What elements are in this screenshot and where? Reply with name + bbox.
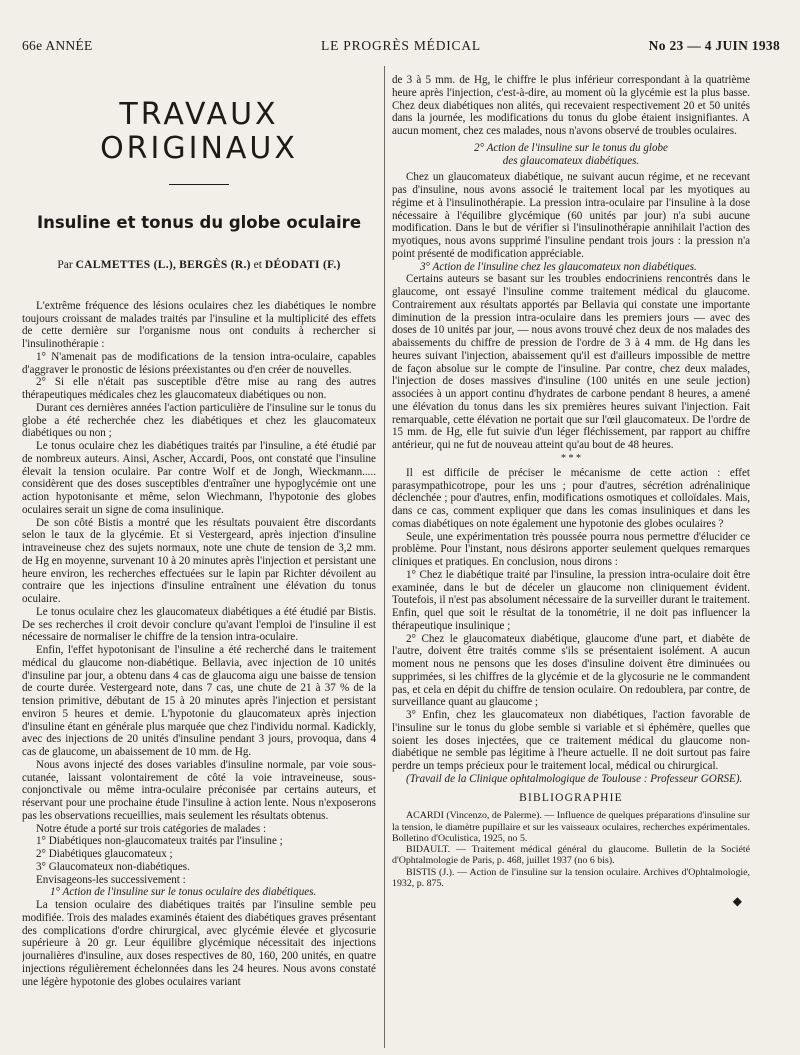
authors-line — [22, 259, 376, 272]
left-column — [22, 74, 376, 1049]
paragraph: de 3 à 5 mm. de Hg, le chiffre le plus inférieur correspondant à la quatrième heure après l'injection, c'est-à-dire, au moment où la glycémie est la plus basse. Chez deux diabétiques non alités, qui recevaient respectivement 20 et 50 unités dans la journée, les modifications du tonus du globe étaient insignifiantes. A aucun moment, chez ces malades, nous n'avons observé de troubles oculaires. — [392, 74, 750, 137]
author-1: CALMETTES (L.), — [75, 259, 177, 271]
bibliography-entry: BISTIS (J.). — Action de l'insuline sur la tension oculaire. Archives d'Ophtalmologie, 1932, p. 875. — [392, 866, 750, 890]
section-title: TRAVAUX ORIGINAUX — [100, 97, 298, 166]
study-intro: Notre étude a porté sur trois catégories de malades : — [36, 822, 267, 835]
study-list-item: 3° Glaucomateux non-diabétiques. — [36, 860, 190, 873]
paragraph: L'extrême fréquence des lésions oculaires chez les diabétiques le nombre toujours croissant de malades traités par l'insuline et la multiplicité des effets de cette dernière sur l'organisme nous ont conduits à rechercher si l'insulinothérapie : — [22, 299, 376, 350]
envisage-line: Envisageons-les successivement : — [36, 873, 186, 886]
authors-par: Par — [57, 259, 73, 271]
paragraph: De son côté Bistis a montré que les résultats pouvaient être discordants selon le taux de la glycémie. Et si Vestergeard, après injection d'insuline intraveineuse chez des sujets normaux, note une chute de tension de 3,2 mm. de Hg en moyenne, survenant 10 à 20 minutes après l'injection et persistant une heure environ, les recherches effectuées sur le lapin par Richter dévoilent au contraire que les injections d'insuline entraînent une élévation du tonus oculaire. — [22, 516, 376, 605]
end-diamond: ◆ — [732, 894, 742, 909]
author-2: BERGÈS (R.) — [179, 259, 251, 271]
study-list-item: 1° Diabétiques non-glaucomateux traités par l'insuline ; — [36, 835, 283, 848]
paragraph: 1° Chez le diabétique traité par l'insuline, la pression intra-oculaire doit être examinée, dans le but de déceler un glaucome non cliniquement évident. Toutefois, il n'est pas absolument nécessaire de la surveiller durant le traitement. Enfin, quel que soit le résultat de la tonométrie, il ne doit pas influencer la thérapeutique insulinique ; — [392, 568, 750, 632]
paragraph: Certains auteurs se basant sur les troubles endocriniens rencontrés dans le glaucome, ont essayé l'insuline comme traitement médical du glaucome. Contrairement aux résultats apportés par Bellavia qui constate une importante diminution de la pression intra-oculaire dans les premiers jours — avec des doses de 10 unités par jour, — nous avons trouvé chez deux de nos malades des abaissements du chiffre de pression de l'ordre de 3 à 4 mm. de Hg dans les heures suivant l'injection, abaissement qu'il est d'ailleurs impossible de mettre de façon absolue sur le compte de l'insuline. Par contre, chez deux malades, l'injection de doses massives d'insuline (100 unités en une seule jection) associées à un apport continu d'hydrates de carbone pendant 8 heures, a amené une élévation du tonus dans les six premières heures suivant l'injection. Fait remarquable, cette élévation ne portait que sur l'œil glaucomateux. De l'ordre de 15 mm. de Hg, elle fut suivie d'un léger fléchissement, par rapport au chiffre antérieur, qui ne fut de nouveau atteint qu'au bout de 48 heures. — [392, 273, 750, 451]
column-divider — [384, 66, 385, 1048]
header-journal-title: LE PROGRÈS MÉDICAL — [321, 38, 481, 53]
right-column — [392, 74, 750, 1049]
running-header — [22, 38, 780, 60]
paragraph: 2° Chez le glaucomateux diabétique, glaucome d'une part, et diabète de l'autre, doivent être traités comme s'ils se présentaient isolément. A aucun moment nous ne pensons que les doses d'insuline doivent être diminuées ou supprimées, si les chiffres de la glycémie et de la glycosurie ne le commandent pas, et cela en dépit du chiffre de tension oculaire. On redoublera, par contre, de surveillance quant au glaucome ; — [392, 632, 750, 709]
paragraph: Le tonus oculaire chez les diabétiques traités par l'insuline, a été étudié par de nombreux auteurs. Ainsi, Ascher, Accardi, Poos, ont constaté que l'insuline élevait la tension oculaire. Par contre Wolf et de Jongh, Wieckmann..... considèrent que des doses susceptibles d'entraîner une hypoglycémie ont une action hypotonisante et même, selon Wiechmann, l'hypotonie des globes oculaires serait un signe de coma insulinique. — [22, 440, 376, 516]
paragraph: Il est difficile de préciser le mécanisme de cette action : effet parasympathicotrope, pour les uns ; pour d'autres, sécrétion adrénalinique déclenchée ; pour d'autres, enfin, modifications osmotiques et colloïdales. Mais, dans ce cas, comment expliquer que dans les comas insuliniques et dans les comas diabétiques on note également une hypotonie des globes oculaires ? — [392, 466, 750, 530]
paragraph: Durant ces dernières années l'action particulière de l'insuline sur le tonus du globe a été recherchée chez les diabétiques et chez les glaucomateux diabétiques ou non ; — [22, 401, 376, 440]
author-3: DÉODATI (F.) — [264, 259, 341, 271]
authors-et: et — [253, 259, 262, 271]
subheading-2 — [392, 142, 750, 168]
bibliography-entry: BIDAULT. — Traitement médical général du glaucome. Bulletin de la Société d'Ophtalmologie de Paris, p. 468, juillet 1937 (no 6 bis). — [392, 844, 750, 867]
study-list-item: 2° Diabétiques glaucomateux ; — [36, 848, 173, 860]
subheading-3: 3° Action de l'insuline chez les glaucomateux non diabétiques. — [420, 260, 697, 273]
paragraph: 1° N'amenait pas de modifications de la tension intra-oculaire, capables d'aggraver le pronostic de lésions préexistantes ou d'en créer de nouvelles. — [22, 350, 376, 376]
paragraph: 3° Enfin, chez les glaucomateux non diabétiques, l'action favorable de l'insuline sur le tonus du globe semble si variable et si éphémère, quelles que soient les doses injectées, que ce traitement médical du glaucome non-diabétique ne semble pas légitime à l'heure actuelle. Il ne doit surtout pas faire perdre un temps précieux pour le traitement local, médical ou chirurgical. — [392, 709, 750, 772]
title-rule — [169, 184, 229, 185]
paragraph: 2° Si elle n'était pas susceptible d'être mise au rang des autres thérapeutiques médicales chez les glaucomateux diabétiques ou non. — [22, 376, 376, 401]
header-year: 66e ANNÉE — [22, 38, 93, 53]
article-title: Insuline et tonus du globe oculaire — [36, 213, 362, 232]
bibliography-title: BIBLIOGRAPHIE — [519, 791, 623, 804]
paragraph: Nous avons injecté des doses variables d'insuline normale, par voie sous-cutanée, laissant volontairement de côté la voie intraveineuse, sous-conjonctivale ou même intra-oculaire préconisée par certains auteurs, et réservant pour une prochaine étude l'insuline à action lente. Nous n'exposerons pas les observations recueillies, mais seulement les résultats obtenus. — [22, 758, 376, 822]
paragraph: La tension oculaire des diabétiques traités par l'insuline semble peu modifiée. Trois des malades examinés étaient des diabétiques graves présentant des complications d'ordre chirurgical, avec glycémie élevée et glycosurie supérieure à 20 gr. Leur équilibre glycémique nécessitait des injections journalières d'insuline, aux doses respectives de 80, 160, 200 unités, en quatre injections régulièrement échelonnées dans les 24 heures. Nous avons constaté une légère hypotonie des globes oculaires variant — [22, 899, 376, 988]
paragraph: Chez un glaucomateux diabétique, ne suivant aucun régime, et ne recevant pas d'insuline, nous avons associé le traitement local par les myotiques au régime et à l'insulinothérapie. La pression intra-oculaire par l'insuline à la dose nécessaire à l'équilibre glycémique (60 unités par jour) n'a subi aucune modification. Dans le but de vérifier si l'insulinothérapie annihilait l'action des myotiques, nous avons supprimé l'insuline pendant trois jours : la pression n'a point présenté de modification appréciable. — [392, 171, 750, 260]
asterism: * * * — [561, 452, 581, 464]
paragraph: Seule, une expérimentation très poussée pourra nous permettre d'élucider ce problème. Pour l'instant, nous désirons apporter seulement quelques remarques cliniques et pratiques. En conclusion, nous dirons : — [392, 530, 750, 568]
paragraph: Le tonus oculaire chez les glaucomateux diabétiques a été étudié par Bistis. De ses recherches il croit devoir conclure qu'avant l'emploi de l'insuline il est nécessaire de normaliser le chiffre de la tension intra-oculaire. — [22, 605, 376, 644]
header-issue-date: No 23 — 4 JUIN 1938 — [648, 38, 780, 53]
subheading-2-line: des glaucomateux diabétiques. — [502, 154, 640, 167]
travail-note: (Travail de la Clinique ophtalmologique de Toulouse : Professeur GORSE). — [406, 772, 743, 785]
subheading-2-line: 2° Action de l'insuline sur le tonus du globe — [474, 141, 668, 154]
subheading-1: 1° Action de l'insuline sur le tonus oculaire des diabétiques. — [50, 886, 317, 899]
bibliography — [392, 810, 750, 889]
paragraph: Enfin, l'effet hypotonisant de l'insuline a été recherché dans le traitement médical du glaucome non-diabétique. Bellavia, avec injection de 10 unités d'insuline par jour, a obtenu dans 4 cas de glaucoma aigu une baisse de tension de courte durée. Vestergeard note, dans 7 cas, une chute de 21 à 37 % de la tension primitive, débutant de 15 à 20 minutes après l'injection et persistant environ 5 heures et demie. L'hypotonie du glaucomateux après injection d'insuline étant en générale plus marquée que chez l'individu normal. Kadickly, avec des injections de 20 unités d'insuline pendant 3 jours, provoqua, dans 4 cas de glaucome, un abaissement de 10 mm. de Hg. — [22, 644, 376, 758]
bibliography-entry: ACARDI (Vincenzo, de Palerme). — Influence de quelques préparations d'insuline sur la tension, le diamètre pupillaire et sur les vaisseaux oculaires, recherches expérimentales. Bolletino d'Oculistica, 1925, no 5. — [392, 810, 750, 844]
